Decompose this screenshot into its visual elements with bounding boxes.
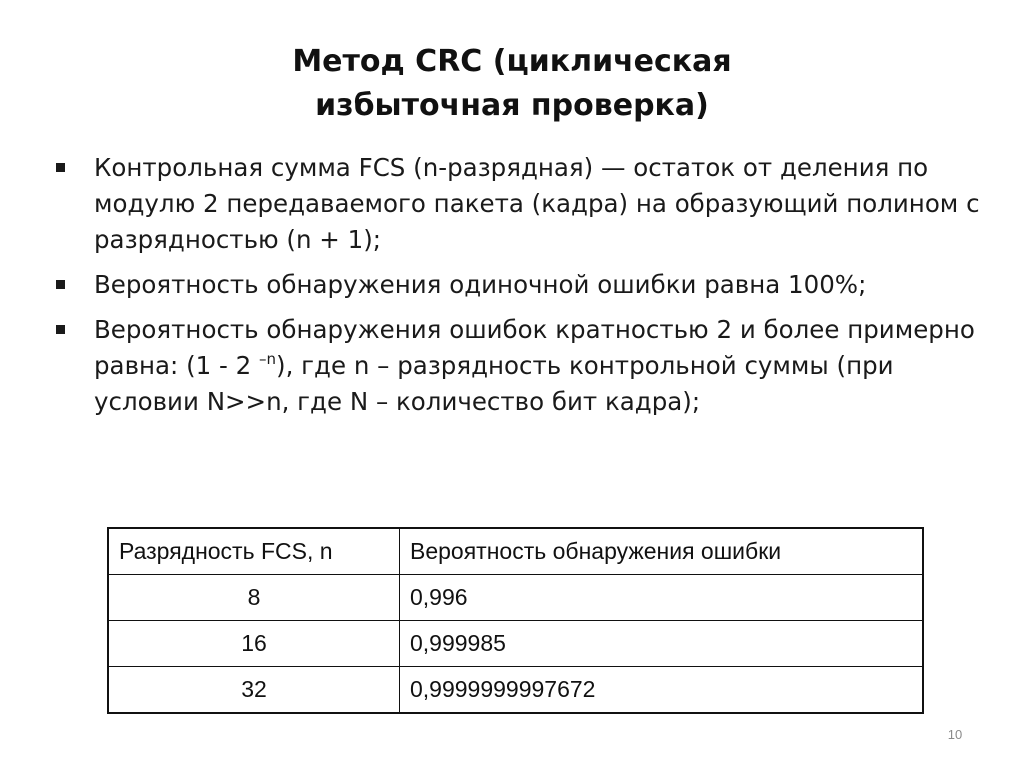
- table-row: [108, 575, 923, 621]
- bullet-text-after: ), где n – разрядность контрольной суммы (при условии N>>n, где N – количество бит кадра);: [94, 351, 894, 416]
- bullet-text: Контрольная сумма FCS (n-разрядная) — остаток от деления по модулю 2 передаваемого пакета (кадра) на образующий полином с разрядностью (n + 1);: [94, 153, 980, 254]
- bullet-text-before: Вероятность обнаружения ошибок кратностью 2 и более примерно равна: (1 - 2: [94, 315, 975, 380]
- exponent: –n: [259, 350, 277, 368]
- slide-title-line-1: Метод CRC (циклическая: [292, 44, 732, 79]
- slide-title-line-2: избыточная проверка): [315, 88, 709, 123]
- table-header-row: [108, 528, 923, 575]
- square-bullet-icon: [56, 280, 65, 289]
- table-cell-fcs-width: 8: [108, 575, 400, 621]
- slide-number: 10: [947, 727, 963, 742]
- slide-title: [0, 40, 1024, 128]
- bullet-item-multiple-errors: [52, 312, 982, 420]
- probability-table-container: [107, 527, 924, 714]
- table-row: [108, 667, 923, 714]
- table-cell-probability: 0,999985: [400, 621, 924, 667]
- square-bullet-icon: [56, 163, 65, 172]
- square-bullet-icon: [56, 325, 65, 334]
- bullet-item-fcs: [52, 150, 982, 258]
- bullet-list: [52, 150, 982, 429]
- bullet-item-single-error: [52, 267, 982, 303]
- table-cell-fcs-width: 32: [108, 667, 400, 714]
- table-row: [108, 621, 923, 667]
- column-header-fcs-width: Разрядность FCS, n: [108, 528, 400, 575]
- bullet-text: Вероятность обнаружения одиночной ошибки равна 100%;: [94, 270, 867, 299]
- table-cell-probability: 0,9999999997672: [400, 667, 924, 714]
- table-cell-fcs-width: 16: [108, 621, 400, 667]
- table-cell-probability: 0,996: [400, 575, 924, 621]
- probability-table: [107, 527, 924, 714]
- column-header-probability: Вероятность обнаружения ошибки: [400, 528, 924, 575]
